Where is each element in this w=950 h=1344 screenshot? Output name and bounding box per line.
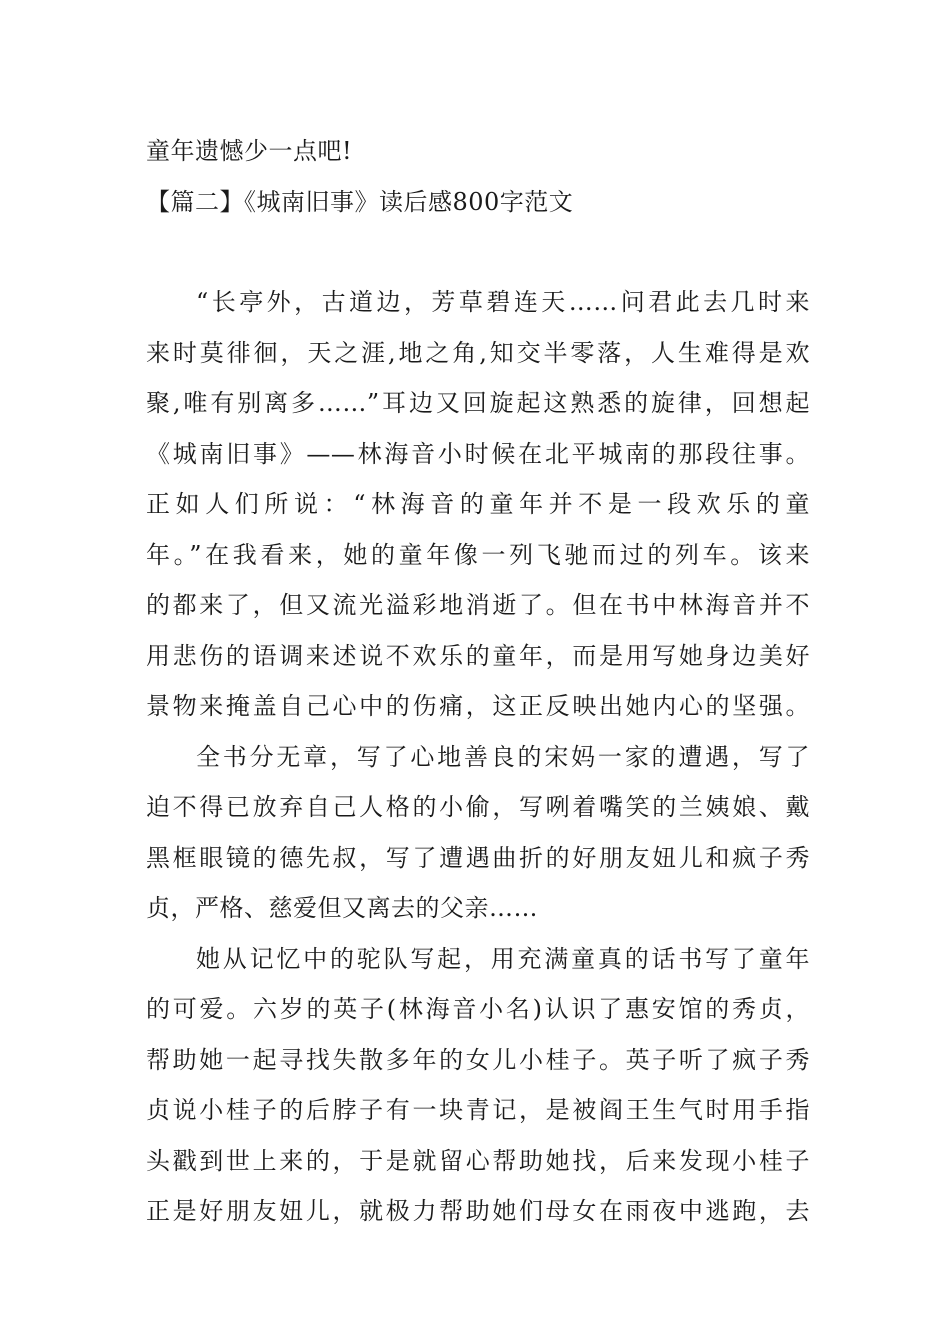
paragraph-line: 黑框眼镜的德先叔，写了遭遇曲折的好朋友妞儿和疯子秀 [146,843,810,872]
paragraph-line: 她从记忆中的驼队写起，用充满童真的话书写了童年 [196,944,810,973]
paragraph-line: 帮助她一起寻找失散多年的女儿小桂子。英子听了疯子秀 [146,1045,810,1074]
paragraph-line: 正如人们所说：“林海音的童年并不是一段欢乐的童 [146,490,810,518]
paragraph-line: 全书分无章，写了心地善良的宋妈一家的遭遇，写了 [196,742,810,771]
paragraph-line: 贞，严格、慈爱但又离去的父亲…… [146,894,538,922]
paragraph-line: 用悲伤的语调来述说不欢乐的童年，而是用写她身边美好 [146,641,810,670]
section-heading: 【篇二】《城南旧事》读后感800字范文 [146,187,574,216]
paragraph-line: 《城南旧事》——林海音小时候在北平城南的那段往事。 [146,439,810,468]
paragraph-line: 的可爱。六岁的英子(林海音小名)认识了惠安馆的秀贞， [146,995,810,1023]
opening-line: 童年遗憾少一点吧! [146,137,353,165]
paragraph-line: 正是好朋友妞儿，就极力帮助她们母女在雨夜中逃跑，去 [146,1197,810,1225]
paragraph-line: 年。”在我看来，她的童年像一列飞驰而过的列车。该来 [146,540,810,569]
paragraph-line: 的都来了，但又流光溢彩地消逝了。但在书中林海音并不 [146,591,810,619]
paragraph-1 [146,277,810,732]
blank-line [146,227,810,277]
paragraph-line: 头戳到世上来的，于是就留心帮助她找，后来发现小桂子 [146,1146,810,1175]
paragraph-2 [146,732,810,934]
paragraph-line: 贞说小桂子的后脖子有一块青记，是被阎王生气时用手指 [146,1096,810,1124]
paragraph-line: 景物来掩盖自己心中的伤痛，这正反映出她内心的坚强。 [146,692,810,720]
paragraph-3 [146,934,810,1237]
paragraph-line: 来时莫徘徊，天之涯,地之角,知交半零落，人生难得是欢 [146,338,810,367]
paragraph-line: 迫不得已放弃自己人格的小偷，写咧着嘴笑的兰姨娘、戴 [146,793,810,821]
document-page [146,126,810,1237]
paragraph-line: “长亭外，古道边，芳草碧连天……问君此去几时来 [196,288,810,316]
paragraph-line: 聚,唯有别离多……”耳边又回旋起这熟悉的旋律，回想起 [146,389,810,417]
